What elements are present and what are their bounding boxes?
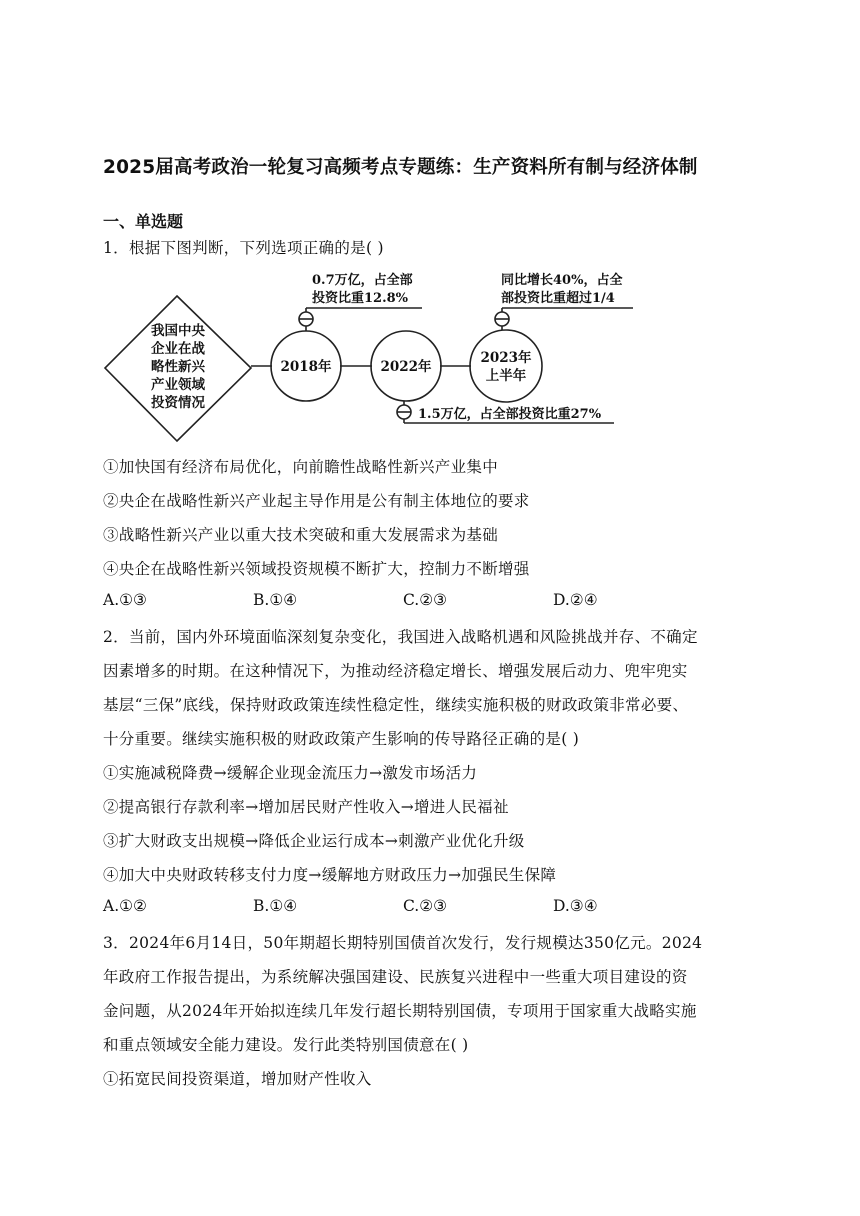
node-2018-label: 2018年 — [280, 359, 332, 375]
section-heading: 一、单选题 — [103, 212, 184, 231]
q1-statement-1: ①加快国有经济布局优化，向前瞻性战略性新兴产业集中 — [103, 458, 499, 476]
q1-option-d[interactable]: D.②④ — [553, 591, 598, 609]
q2-option-c[interactable]: C.②③ — [403, 897, 448, 915]
q2-option-d[interactable]: D.③④ — [553, 897, 598, 915]
q2-statement-1: ①实施减税降费→缓解企业现金流压力→激发市场活力 — [103, 764, 478, 782]
node-2023-label-2: 上半年 — [485, 368, 527, 384]
document-title: 2025届高考政治一轮复习高频考点专题练：生产资料所有制与经济体制 — [103, 157, 698, 178]
q1-statement-2: ②央企在战略性新兴产业起主导作用是公有制主体地位的要求 — [103, 492, 530, 510]
diamond-line-1: 我国中央 — [151, 323, 205, 339]
diamond-line-2: 企业在战 — [151, 341, 205, 357]
q3-stem-line-4: 和重点领域安全能力建设。发行此类特别国债意在( ) — [103, 1036, 469, 1054]
node-2022-label: 2022年 — [380, 359, 432, 375]
q2-option-b[interactable]: B.①④ — [253, 897, 298, 915]
note-2023-line-1: 同比增长40%，占全 — [501, 273, 623, 288]
q2-stem-line-3: 基层“三保”底线，保持财政政策连续性稳定性，继续实施积极的财政政策非常必要、 — [103, 696, 689, 714]
node-2023-label-1: 2023年 — [480, 350, 532, 366]
question-1-stem: 1．根据下图判断，下列选项正确的是( ) — [103, 239, 384, 257]
note-2023-line-2: 部投资比重超过1/4 — [501, 291, 615, 306]
q2-statement-2: ②提高银行存款利率→增加居民财产性收入→增进人民福祉 — [103, 798, 509, 816]
q1-statement-4: ④央企在战略性新兴领域投资规模不断扩大，控制力不断增强 — [103, 560, 530, 578]
q1-option-c[interactable]: C.②③ — [403, 591, 448, 609]
q2-stem-line-2: 因素增多的时期。在这种情况下，为推动经济稳定增长、增强发展后动力、兜牢兜实 — [103, 662, 688, 680]
q3-stem-line-1: 3．2024年6月14日，50年期超长期特别国债首次发行，发行规模达350亿元。2024 — [103, 934, 703, 952]
q1-statement-3: ③战略性新兴产业以重大技术突破和重大发展需求为基础 — [103, 526, 499, 544]
note-2018-line-1: 0.7万亿，占全部 — [312, 273, 413, 288]
diamond-line-4: 产业领域 — [151, 377, 205, 393]
q2-stem-line-1: 2．当前，国内外环境面临深刻复杂变化，我国进入战略机遇和风险挑战并存、不确定 — [103, 628, 698, 646]
q1-option-a[interactable]: A.①③ — [103, 591, 147, 609]
q3-statement-1: ①拓宽民间投资渠道，增加财产性收入 — [103, 1070, 372, 1088]
q3-stem-line-3: 金问题，从2024年开始拟连续几年发行超长期特别国债，专项用于国家重大战略实施 — [103, 1002, 697, 1020]
q2-stem-line-4: 十分重要。继续实施积极的财政政策产生影响的传导路径正确的是( ) — [103, 730, 580, 748]
diamond-line-3: 略性新兴 — [151, 359, 205, 375]
q2-option-a[interactable]: A.①② — [103, 897, 147, 915]
note-2022: 1.5万亿，占全部投资比重27% — [418, 407, 602, 422]
node-2023-circle — [470, 330, 542, 402]
q1-option-b[interactable]: B.①④ — [253, 591, 298, 609]
q3-stem-line-2: 年政府工作报告提出，为系统解决强国建设、民族复兴进程中一些重大项目建设的资 — [103, 968, 688, 986]
note-2018-line-2: 投资比重12.8% — [312, 291, 409, 306]
investment-diagram — [0, 0, 860, 450]
diamond-line-5: 投资情况 — [151, 395, 205, 411]
q2-statement-3: ③扩大财政支出规模→降低企业运行成本→刺激产业优化升级 — [103, 832, 525, 850]
q2-statement-4: ④加大中央财政转移支付力度→缓解地方财政压力→加强民生保障 — [103, 866, 557, 884]
